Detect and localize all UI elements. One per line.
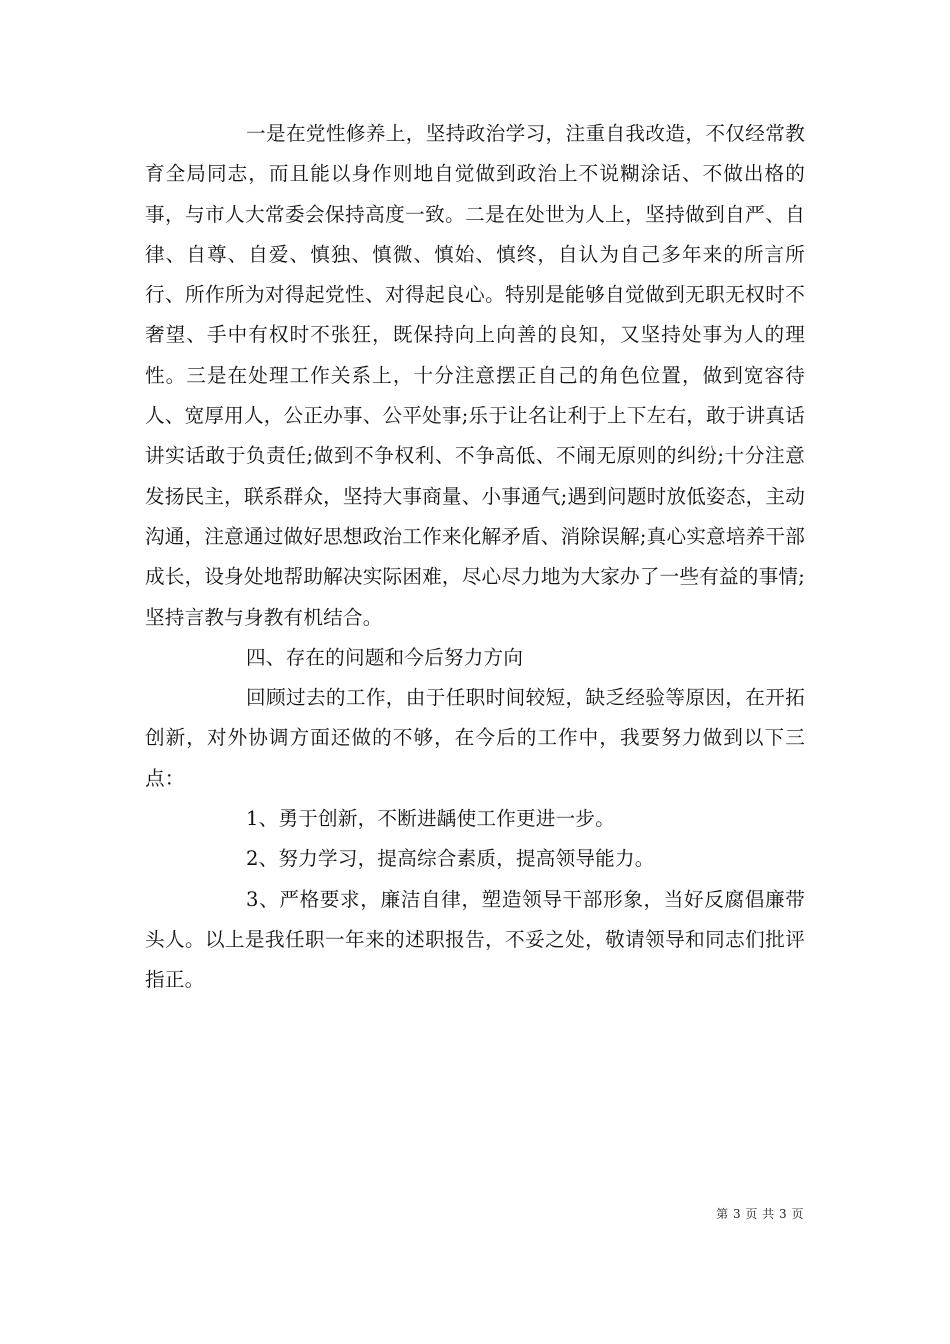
page-number-footer: 第 3 页 共 3 页	[716, 1207, 804, 1221]
paragraph-party-conduct: 一是在党性修养上，坚持政治学习，注重自我改造，不仅经常教育全局同志，而且能以身作则地自觉做到政治上不说糊涂话、不做出格的事，与市人大常委会保持高度一致。二是在处世为人上，坚持做到自严、自律、自尊、自爱、慎独、慎微、慎始、慎终，自认为自己多年来的所言所行、所作所为对得起党性、对得起良心。特别是能够自觉做到无职无权时不奢望、手中有权时不张狂，既保持向上向善的良知，又坚持处事为人的理性。三是在处理工作关系上，十分注意摆正自己的角色位置，做到宽容待人、宽厚用人，公正办事、公平处事;乐于让名让利于上下左右，敢于讲真话讲实话敢于负责任;做到不争权利、不争高低、不闹无原则的纠纷;十分注意发扬民主，联系群众，坚持大事商量、小事通气;遇到问题时放低姿态，主动沟通，注意通过做好思想政治工作来化解矛盾、消除误解;真心实意培养干部成长，设身处地帮助解决实际困难，尽心尽力地为大家办了一些有益的事情;坚持言教与身教有机结合。	[145, 122, 805, 629]
list-item-discipline: 3、严格要求，廉洁自律，塑造领导干部形象，当好反腐倡廉带头人。以上是我任职一年来的述职报告，不妥之处，敬请领导和同志们批评指正。	[145, 887, 805, 992]
list-item-innovation: 1、勇于创新，不断进龋使工作更进一步。	[246, 807, 615, 831]
document-body	[145, 114, 805, 1001]
section-heading-problems-direction: 四、存在的问题和今后努力方向	[246, 645, 524, 669]
list-item-study: 2、努力学习，提高综合素质，提高领导能力。	[246, 847, 655, 871]
paragraph-review: 回顾过去的工作，由于任职时间较短，缺乏经验等原因，在开拓创新，对外协调方面还做的不够，在今后的工作中，我要努力做到以下三点：	[145, 686, 805, 790]
